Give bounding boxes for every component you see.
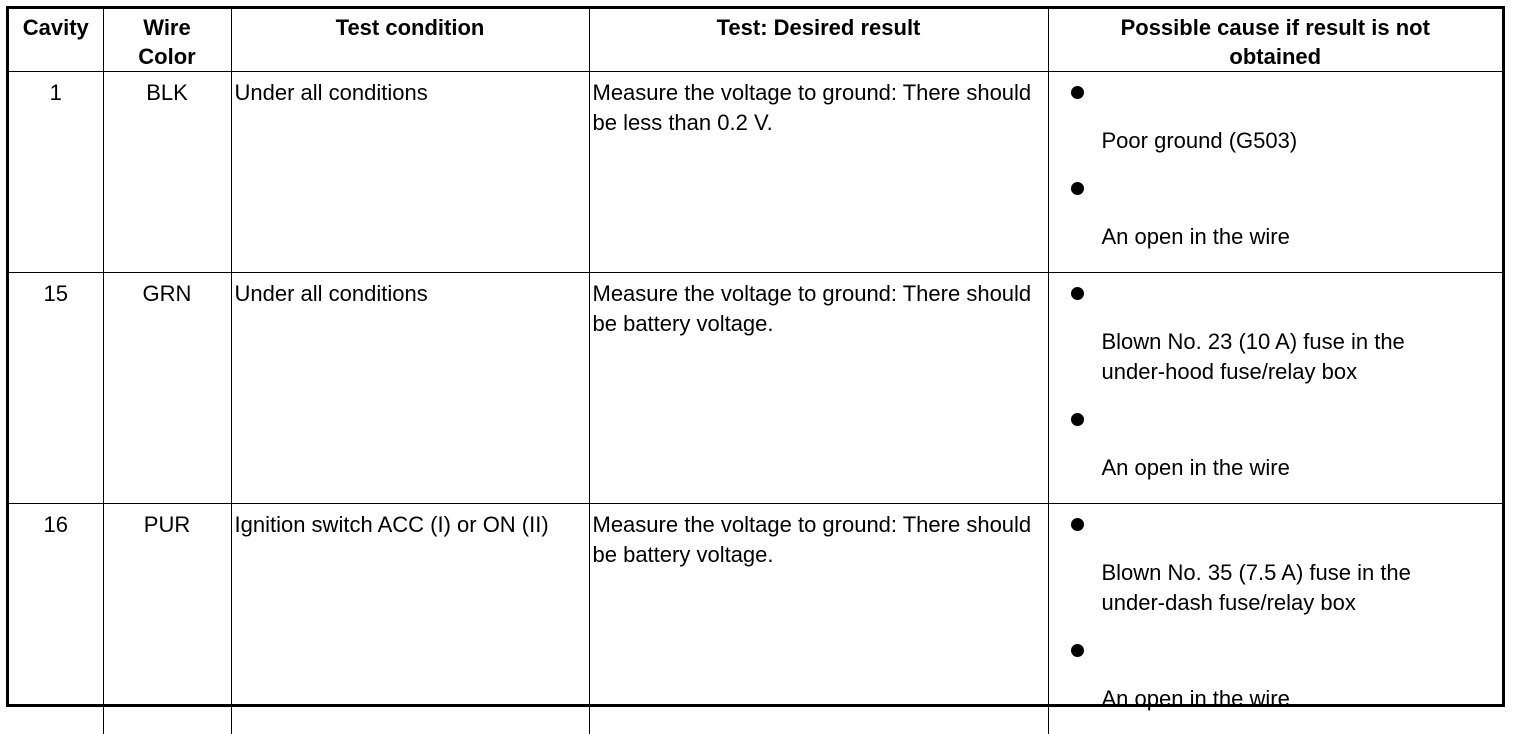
cause-list	[1049, 512, 1503, 714]
table-row	[9, 273, 1502, 504]
header-row	[9, 9, 1502, 72]
possible-cause-cell	[1048, 72, 1502, 273]
test-condition-cell: Under all conditions	[231, 72, 589, 273]
wire-color-cell: PUR	[103, 504, 231, 734]
test-condition-cell: Ignition switch ACC (I) or ON (II)	[231, 504, 589, 734]
desired-result-cell: Measure the voltage to ground: There should be battery voltage.	[589, 273, 1048, 504]
list-item	[1049, 638, 1503, 714]
bullet-icon	[1071, 287, 1084, 300]
test-condition-cell: Under all conditions	[231, 273, 589, 504]
header-wire-color: Wire Color	[103, 9, 231, 72]
table-row	[9, 72, 1502, 273]
table-row	[9, 504, 1502, 734]
list-item	[1049, 407, 1503, 483]
cause-text: An open in the wire	[1102, 453, 1503, 483]
cause-text: Blown No. 35 (7.5 A) fuse in the under-dash fuse/relay box	[1102, 558, 1503, 618]
possible-cause-cell	[1048, 273, 1502, 504]
list-item	[1049, 512, 1503, 618]
cause-text: An open in the wire	[1102, 684, 1503, 714]
cause-text: Blown No. 23 (10 A) fuse in the under-hood fuse/relay box	[1102, 327, 1503, 387]
cause-list	[1049, 281, 1503, 483]
wire-color-cell: BLK	[103, 72, 231, 273]
possible-cause-cell	[1048, 504, 1502, 734]
list-item	[1049, 281, 1503, 387]
desired-result-cell: Measure the voltage to ground: There should be battery voltage.	[589, 504, 1048, 734]
header-possible-cause: Possible cause if result is not obtained	[1048, 9, 1502, 72]
bullet-icon	[1071, 413, 1084, 426]
troubleshooting-table	[9, 9, 1502, 734]
cavity-cell: 16	[9, 504, 103, 734]
header-cavity: Cavity	[9, 9, 103, 72]
desired-result-cell: Measure the voltage to ground: There should be less than 0.2 V.	[589, 72, 1048, 273]
wire-color-cell: GRN	[103, 273, 231, 504]
cause-text: Poor ground (G503)	[1102, 126, 1503, 156]
bullet-icon	[1071, 518, 1084, 531]
cavity-cell: 1	[9, 72, 103, 273]
header-test-condition: Test condition	[231, 9, 589, 72]
bullet-icon	[1071, 182, 1084, 195]
troubleshooting-table-frame	[6, 6, 1505, 707]
list-item	[1049, 80, 1503, 156]
header-desired-result: Test: Desired result	[589, 9, 1048, 72]
cavity-cell: 15	[9, 273, 103, 504]
list-item	[1049, 176, 1503, 252]
cause-text: An open in the wire	[1102, 222, 1503, 252]
cause-list	[1049, 80, 1503, 252]
bullet-icon	[1071, 86, 1084, 99]
bullet-icon	[1071, 644, 1084, 657]
